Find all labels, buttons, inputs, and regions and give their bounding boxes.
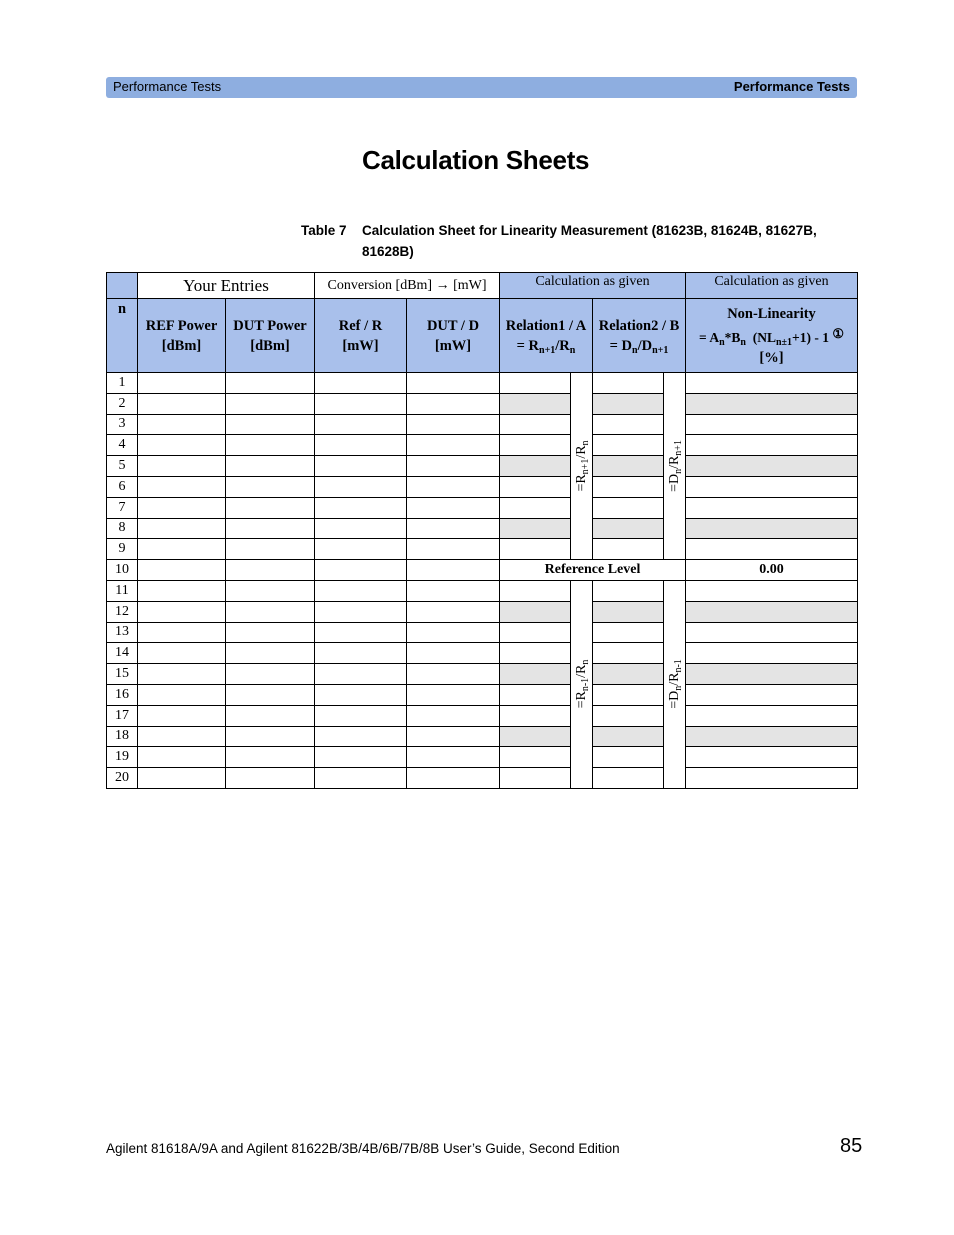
ref-power-cell bbox=[138, 622, 226, 643]
nonlin-formula-part: (NL bbox=[752, 329, 776, 345]
relation2-upper-formula bbox=[664, 373, 686, 560]
relation2-lower-formula-part: /R bbox=[666, 673, 682, 687]
relation1-cell bbox=[500, 622, 571, 643]
relation2-lower-formula-part: =D bbox=[666, 691, 682, 710]
nonlinearity-cell bbox=[686, 518, 858, 539]
relation2-cell bbox=[593, 414, 664, 435]
group-header-row bbox=[107, 273, 858, 299]
row-number: 8 bbox=[107, 518, 138, 539]
relation1-cell bbox=[500, 601, 571, 622]
relation1-cell bbox=[500, 580, 571, 601]
relation1-cell bbox=[500, 476, 571, 497]
dut-d-cell bbox=[407, 580, 500, 601]
ref-r-label: Ref / R bbox=[338, 317, 383, 334]
relation2-lower-formula-part: n bbox=[672, 686, 684, 692]
relation1-cell bbox=[500, 393, 571, 414]
ref-power-cell bbox=[138, 684, 226, 705]
dut-power-cell bbox=[226, 726, 315, 747]
nonlinearity-cell bbox=[686, 373, 858, 394]
dut-power-cell bbox=[226, 580, 315, 601]
relation1-lower-formula bbox=[571, 580, 593, 788]
ref-r-cell bbox=[315, 476, 407, 497]
dut-power-cell bbox=[226, 373, 315, 394]
relation1-upper-formula-part: n bbox=[579, 440, 591, 446]
dut-d-unit: [mW] bbox=[434, 337, 472, 354]
dut-d-cell bbox=[407, 435, 500, 456]
col-header-relation2 bbox=[593, 299, 686, 373]
calculation-header-1: Calculation as given bbox=[500, 273, 686, 299]
table-row bbox=[107, 393, 858, 414]
relation1-lower-formula-part: n-1 bbox=[579, 678, 591, 692]
relation2-cell bbox=[593, 456, 664, 477]
relation2-upper-formula-part: =D bbox=[666, 474, 682, 493]
relation2-cell bbox=[593, 580, 664, 601]
dut-power-cell bbox=[226, 705, 315, 726]
relation2-upper-formula-part: n+1 bbox=[672, 440, 684, 456]
ref-power-cell bbox=[138, 643, 226, 664]
header-section-right: Performance Tests bbox=[733, 79, 850, 94]
dut-d-cell bbox=[407, 705, 500, 726]
dut-power-cell bbox=[226, 622, 315, 643]
nonlin-sub: n±1 bbox=[775, 336, 793, 348]
ref-power-cell bbox=[138, 560, 226, 581]
ref-r-cell bbox=[315, 539, 407, 560]
row-number: 10 bbox=[107, 560, 138, 581]
relation1-cell bbox=[500, 373, 571, 394]
dut-power-cell bbox=[226, 414, 315, 435]
ref-power-cell bbox=[138, 601, 226, 622]
relation1-cell bbox=[500, 497, 571, 518]
dut-d-cell bbox=[407, 518, 500, 539]
table-row bbox=[107, 435, 858, 456]
dut-d-cell bbox=[407, 560, 500, 581]
table-caption-text: Calculation Sheet for Linearity Measurement (81623B, 81624B, 81627B, 81628B) bbox=[362, 223, 817, 259]
relation1-cell bbox=[500, 643, 571, 664]
row-number: 9 bbox=[107, 539, 138, 560]
nonlinearity-cell bbox=[686, 456, 858, 477]
relation1-cell bbox=[500, 747, 571, 768]
relation2-sub: n bbox=[632, 344, 638, 356]
dut-d-cell bbox=[407, 414, 500, 435]
nonlinearity-cell bbox=[686, 435, 858, 456]
relation2-lower-formula-text bbox=[667, 660, 683, 710]
relation1-lower-formula-text bbox=[574, 660, 590, 709]
dut-d-cell bbox=[407, 393, 500, 414]
dut-power-label: DUT Power bbox=[233, 317, 307, 334]
nonlinearity-cell bbox=[686, 643, 858, 664]
relation2-cell bbox=[593, 373, 664, 394]
table-row bbox=[107, 684, 858, 705]
ref-r-cell bbox=[315, 705, 407, 726]
nonlin-formula-part: *B bbox=[724, 329, 741, 345]
relation2-lower-formula-part: n-1 bbox=[672, 659, 684, 673]
relation2-lower-formula bbox=[664, 580, 686, 788]
nonlinearity-formula bbox=[699, 325, 844, 348]
relation2-cell bbox=[593, 643, 664, 664]
linearity-calculation-table bbox=[106, 272, 858, 789]
ref-r-cell bbox=[315, 643, 407, 664]
dut-power-cell bbox=[226, 560, 315, 581]
ref-r-unit: [mW] bbox=[342, 337, 379, 354]
ref-power-cell bbox=[138, 393, 226, 414]
ref-power-cell bbox=[138, 580, 226, 601]
ref-power-cell bbox=[138, 539, 226, 560]
ref-power-cell bbox=[138, 664, 226, 685]
ref-power-label: REF Power bbox=[145, 317, 218, 334]
nonlinearity-cell bbox=[686, 497, 858, 518]
relation1-cell bbox=[500, 705, 571, 726]
relation2-label: Relation2 / B bbox=[598, 317, 680, 334]
corner-cell bbox=[107, 273, 138, 299]
nonlinearity-cell bbox=[686, 476, 858, 497]
nonlin-sub: n bbox=[719, 336, 725, 348]
ref-r-cell bbox=[315, 580, 407, 601]
row-number: 4 bbox=[107, 435, 138, 456]
relation2-cell bbox=[593, 497, 664, 518]
dut-d-cell bbox=[407, 726, 500, 747]
row-number: 15 bbox=[107, 664, 138, 685]
dut-d-cell bbox=[407, 664, 500, 685]
table-row bbox=[107, 622, 858, 643]
relation2-cell bbox=[593, 435, 664, 456]
table-row bbox=[107, 601, 858, 622]
row-number: 3 bbox=[107, 414, 138, 435]
relation1-cell bbox=[500, 664, 571, 685]
row-number: 18 bbox=[107, 726, 138, 747]
dut-d-cell bbox=[407, 643, 500, 664]
dut-d-cell bbox=[407, 497, 500, 518]
table-row bbox=[107, 497, 858, 518]
ref-r-cell bbox=[315, 414, 407, 435]
relation2-formula bbox=[610, 338, 669, 354]
column-header-row bbox=[107, 299, 858, 373]
your-entries-header: Your Entries bbox=[138, 273, 315, 299]
table-row bbox=[107, 643, 858, 664]
ref-r-cell bbox=[315, 622, 407, 643]
col-header-dut-d bbox=[407, 299, 500, 373]
nonlinearity-cell bbox=[686, 747, 858, 768]
ref-power-cell bbox=[138, 726, 226, 747]
col-header-relation1 bbox=[500, 299, 593, 373]
relation2-upper-formula-part: /R bbox=[666, 455, 682, 470]
row-number: 16 bbox=[107, 684, 138, 705]
ref-power-cell bbox=[138, 705, 226, 726]
dut-d-cell bbox=[407, 539, 500, 560]
nonlin-formula-part: +1) - 1 bbox=[792, 329, 829, 345]
ref-r-cell bbox=[315, 726, 407, 747]
running-header bbox=[106, 77, 857, 98]
ref-power-cell bbox=[138, 768, 226, 789]
row-number: 6 bbox=[107, 476, 138, 497]
nonlin-formula-part: = A bbox=[699, 329, 720, 345]
relation1-cell bbox=[500, 684, 571, 705]
relation1-label: Relation1 / A bbox=[505, 317, 587, 334]
relation1-cell bbox=[500, 726, 571, 747]
ref-power-cell bbox=[138, 497, 226, 518]
row-number: 20 bbox=[107, 768, 138, 789]
ref-r-cell bbox=[315, 664, 407, 685]
col-header-n-label: n bbox=[117, 301, 127, 317]
page-title: Calculation Sheets bbox=[362, 145, 590, 175]
dut-d-cell bbox=[407, 768, 500, 789]
dut-power-cell bbox=[226, 435, 315, 456]
ref-r-cell bbox=[315, 684, 407, 705]
nonlinearity-cell bbox=[686, 768, 858, 789]
nonlinearity-cell bbox=[686, 705, 858, 726]
table-row bbox=[107, 768, 858, 789]
nonlinearity-label: Non-Linearity bbox=[727, 305, 816, 322]
row-number: 5 bbox=[107, 456, 138, 477]
table-row bbox=[107, 373, 858, 394]
ref-power-cell bbox=[138, 414, 226, 435]
reference-level-value: 0.00 bbox=[686, 560, 858, 581]
relation1-upper-formula bbox=[571, 373, 593, 560]
dut-power-cell bbox=[226, 601, 315, 622]
col-header-ref-r bbox=[315, 299, 407, 373]
relation1-cell bbox=[500, 518, 571, 539]
conversion-header-text: Conversion [dBm] → [mW] bbox=[327, 277, 487, 293]
relation2-upper-formula-text bbox=[667, 440, 683, 492]
relation1-cell bbox=[500, 539, 571, 560]
row-number: 14 bbox=[107, 643, 138, 664]
table-row bbox=[107, 414, 858, 435]
dut-d-cell bbox=[407, 373, 500, 394]
dut-power-cell bbox=[226, 518, 315, 539]
ref-r-cell bbox=[315, 518, 407, 539]
table-row bbox=[107, 726, 858, 747]
footer-document-title: Agilent 81618A/9A and Agilent 81622B/3B/4B/6B/7B/8B User’s Guide, Second Edition bbox=[106, 1141, 620, 1156]
dut-power-cell bbox=[226, 664, 315, 685]
ref-r-cell bbox=[315, 747, 407, 768]
row-number: 12 bbox=[107, 601, 138, 622]
ref-power-cell bbox=[138, 456, 226, 477]
row-number: 11 bbox=[107, 580, 138, 601]
relation1-cell bbox=[500, 414, 571, 435]
ref-r-cell bbox=[315, 601, 407, 622]
relation2-cell bbox=[593, 747, 664, 768]
relation2-cell bbox=[593, 664, 664, 685]
dut-power-cell bbox=[226, 768, 315, 789]
relation1-lower-formula-part: =R bbox=[573, 691, 589, 709]
ref-power-cell bbox=[138, 435, 226, 456]
footnote-marker: ① bbox=[832, 325, 844, 341]
relation2-cell bbox=[593, 539, 664, 560]
dut-power-cell bbox=[226, 456, 315, 477]
ref-r-cell bbox=[315, 768, 407, 789]
relation2-sub: n+1 bbox=[652, 344, 669, 356]
table-row bbox=[107, 456, 858, 477]
relation1-upper-formula-part: n+1 bbox=[579, 458, 591, 475]
nonlinearity-cell bbox=[686, 601, 858, 622]
ref-power-cell bbox=[138, 476, 226, 497]
relation1-cell bbox=[500, 435, 571, 456]
nonlinearity-unit: [%] bbox=[759, 349, 784, 366]
row-number: 2 bbox=[107, 393, 138, 414]
relation2-cell bbox=[593, 518, 664, 539]
relation2-cell bbox=[593, 684, 664, 705]
relation1-cell bbox=[500, 768, 571, 789]
dut-d-cell bbox=[407, 601, 500, 622]
nonlinearity-cell bbox=[686, 414, 858, 435]
nonlinearity-cell bbox=[686, 393, 858, 414]
dut-d-cell bbox=[407, 476, 500, 497]
table-number: Table 7 bbox=[301, 223, 347, 238]
row-number: 19 bbox=[107, 747, 138, 768]
relation2-cell bbox=[593, 393, 664, 414]
relation2-cell bbox=[593, 705, 664, 726]
dut-d-cell bbox=[407, 747, 500, 768]
ref-r-cell bbox=[315, 560, 407, 581]
row-number: 7 bbox=[107, 497, 138, 518]
dut-power-cell bbox=[226, 476, 315, 497]
relation1-formula-part: /R bbox=[555, 337, 570, 354]
relation1-formula bbox=[517, 338, 576, 354]
dut-d-cell bbox=[407, 622, 500, 643]
calculation-header-2: Calculation as given bbox=[686, 273, 858, 299]
page-number: 85 bbox=[840, 1135, 863, 1157]
table-row bbox=[107, 705, 858, 726]
ref-power-cell bbox=[138, 373, 226, 394]
col-header-ref-power bbox=[138, 299, 226, 373]
relation2-formula-part: /D bbox=[637, 337, 653, 354]
table-row bbox=[107, 664, 858, 685]
relation1-upper-formula-text bbox=[574, 441, 590, 492]
ref-r-cell bbox=[315, 497, 407, 518]
nonlinearity-cell bbox=[686, 726, 858, 747]
row-number: 13 bbox=[107, 622, 138, 643]
header-section-left: Performance Tests bbox=[113, 79, 222, 94]
table-row bbox=[107, 560, 858, 581]
relation1-formula-part: = R bbox=[516, 337, 540, 354]
dut-d-label: DUT / D bbox=[426, 317, 480, 334]
relation1-lower-formula-part: n bbox=[579, 660, 591, 666]
dut-power-cell bbox=[226, 393, 315, 414]
nonlin-sub: n bbox=[740, 336, 746, 348]
relation2-cell bbox=[593, 601, 664, 622]
col-header-dut-power bbox=[226, 299, 315, 373]
row-number: 1 bbox=[107, 373, 138, 394]
table-row bbox=[107, 539, 858, 560]
reference-level-label: Reference Level bbox=[500, 560, 686, 581]
ref-power-cell bbox=[138, 518, 226, 539]
ref-r-cell bbox=[315, 456, 407, 477]
relation1-sub: n bbox=[569, 344, 576, 356]
table-row bbox=[107, 747, 858, 768]
dut-power-cell bbox=[226, 643, 315, 664]
nonlinearity-cell bbox=[686, 622, 858, 643]
relation2-formula-part: = D bbox=[609, 337, 633, 354]
relation1-cell bbox=[500, 456, 571, 477]
relation1-upper-formula-part: /R bbox=[573, 445, 589, 459]
ref-r-cell bbox=[315, 393, 407, 414]
relation1-sub: n+1 bbox=[539, 344, 556, 356]
nonlinearity-cell bbox=[686, 684, 858, 705]
table-row bbox=[107, 518, 858, 539]
col-header-n bbox=[107, 299, 138, 373]
nonlinearity-cell bbox=[686, 664, 858, 685]
row-number: 17 bbox=[107, 705, 138, 726]
dut-d-cell bbox=[407, 456, 500, 477]
table-row bbox=[107, 476, 858, 497]
dut-power-unit: [dBm] bbox=[250, 337, 290, 354]
relation2-cell bbox=[593, 622, 664, 643]
dut-power-cell bbox=[226, 684, 315, 705]
relation2-cell bbox=[593, 476, 664, 497]
dut-power-cell bbox=[226, 747, 315, 768]
dut-d-cell bbox=[407, 684, 500, 705]
dut-power-cell bbox=[226, 497, 315, 518]
relation1-upper-formula-part: =R bbox=[573, 474, 589, 492]
ref-r-cell bbox=[315, 373, 407, 394]
ref-power-cell bbox=[138, 747, 226, 768]
relation2-upper-formula-part: n bbox=[672, 469, 684, 475]
relation2-cell bbox=[593, 768, 664, 789]
table-row bbox=[107, 580, 858, 601]
conversion-header bbox=[315, 273, 500, 299]
nonlinearity-cell bbox=[686, 539, 858, 560]
dut-power-cell bbox=[226, 539, 315, 560]
relation1-lower-formula-part: /R bbox=[573, 665, 589, 679]
relation2-cell bbox=[593, 726, 664, 747]
ref-power-unit: [dBm] bbox=[161, 337, 202, 354]
ref-r-cell bbox=[315, 435, 407, 456]
col-header-nonlinearity bbox=[686, 299, 858, 373]
nonlinearity-cell bbox=[686, 580, 858, 601]
